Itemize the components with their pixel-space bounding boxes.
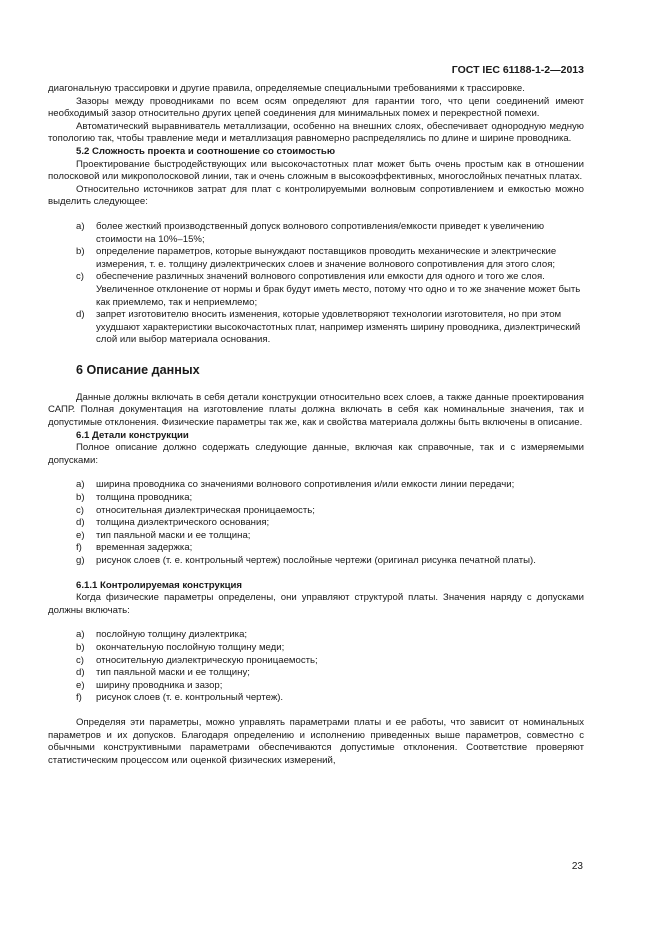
section-heading-5-2: 5.2 Сложность проекта и соотношение со стоимостью xyxy=(76,145,336,157)
page-number: 23 xyxy=(571,861,583,872)
list-item: f) рисунок слоев (т. е. контрольный чертеж). xyxy=(76,692,284,704)
list-item: d) запрет изготовителю вносить изменения, которые удовлетворяют технологии изготовителя, но при этом ухудшают характеристики высокочастотных плат, например изменять ширину проводника, диэлектрический слой или выбор материала основания. xyxy=(76,309,581,346)
list-item: f) временная задержка; xyxy=(76,542,193,554)
paragraph: Зазоры между проводниками по всем осям определяют для гарантии того, что цепи соединений имеют необходимый зазор относительно других цепей соединения для минимальных помех и перекрестной помехи. xyxy=(48,95,584,120)
paragraph: Проектирование быстродействующих или высокочастотных плат может быть очень простым как в отношении полосковой или микрополосковой линии, так и очень сложным в высокоэффективных, многослойных печатных платах. xyxy=(48,158,584,183)
list-item: a) послойную толщину диэлектрика; xyxy=(76,629,248,641)
paragraph: Данные должны включать в себя детали конструкции относительно всех слоев, а также данные проектирования САПР. Полная документация на изготовление платы должна включать в себя как номинальные значения, так и допустимые отклонения. Физические параметры так же, как и свойства материала должны быть включены в описание. xyxy=(48,391,584,429)
controlled-construction-list xyxy=(48,629,584,705)
list-item: a) ширина проводника со значениями волнового сопротивления и/или емкости линии передачи; xyxy=(76,479,515,491)
list-item: c) относительную диэлектрическую проницаемость; xyxy=(76,654,318,666)
paragraph: Определяя эти параметры, можно управлять параметрами платы и ее работы, что зависит от номинальных параметров и их допусков. Благодаря определению и исполнению приведенных выше параметров, совместно с обычными конструктивными параметрами обеспечиваются допустимые отклонения. Соответствие проверяют статистическим процессом или оценкой физических измерений, xyxy=(48,716,584,766)
section-heading-6-1-1: 6.1.1 Контролируемая конструкция xyxy=(76,579,243,591)
list-item: b) толщина проводника; xyxy=(76,492,193,504)
list-item: g) рисунок слоев (т. е. контрольный чертеж) послойные чертежи (оригинал рисунка печатной платы). xyxy=(76,555,536,566)
list-item: b) определение параметров, которые вынуждают поставщиков проводить механические и электрические измерения, т. е. толщину диэлектрических слоев и значение волнового сопротивления для этого слоя; xyxy=(76,246,557,270)
list-item: c) относительная диэлектрическая проницаемость; xyxy=(76,504,315,516)
list-item: b) окончательную послойную толщину меди; xyxy=(76,641,285,653)
document-code: ГОСТ IEC 61188-1-2—2013 xyxy=(451,64,584,76)
list-item: c) обеспечение различных значений волнового сопротивления или емкости для одного и того же слоя. Увеличенное отклонение от нормы и брак будут иметь место, потому что одно и то же значение может быть как приемлемо, так и неприемлемо; xyxy=(76,271,581,308)
paragraph: Автоматический выравниватель металлизации, особенно на внешних слоях, обеспечивает однородную медную топологию так, чтобы травление меди и металлизация равномерно распределялись по длине и ширине проводника. xyxy=(48,120,584,145)
section-heading-6-1: 6.1 Детали конструкции xyxy=(76,429,189,441)
list-item: e) ширину проводника и зазор; xyxy=(76,679,223,691)
paragraph: Полное описание должно содержать следующие данные, включая как справочные, так и с измеряемыми допусками: xyxy=(48,442,584,466)
paragraph: Когда физические параметры определены, они управляют структурой платы. Значения наряду с допусками должны включать: xyxy=(48,592,584,616)
cost-factors-list xyxy=(48,221,584,347)
section-heading-6: 6 Описание данных xyxy=(76,362,200,377)
list-item: a) более жесткий производственный допуск волнового сопротивления/емкости приведет к увеличению стоимости на 10%–15%; xyxy=(76,220,545,245)
page-body xyxy=(48,83,584,767)
list-item: d) тип паяльной маски и ее толщину; xyxy=(76,667,250,679)
list-item: e) тип паяльной маски и ее толщина; xyxy=(76,529,251,541)
construction-details-list xyxy=(48,479,584,567)
paragraph: диагональную трассировки и другие правила, определяемые специальными требованиями к трассировке. xyxy=(48,83,525,94)
list-item: d) толщина диэлектрического основания; xyxy=(76,517,270,529)
paragraph: Относительно источников затрат для плат с контролируемыми волновым сопротивлением и емкостью можно выделить следующее: xyxy=(48,183,584,208)
